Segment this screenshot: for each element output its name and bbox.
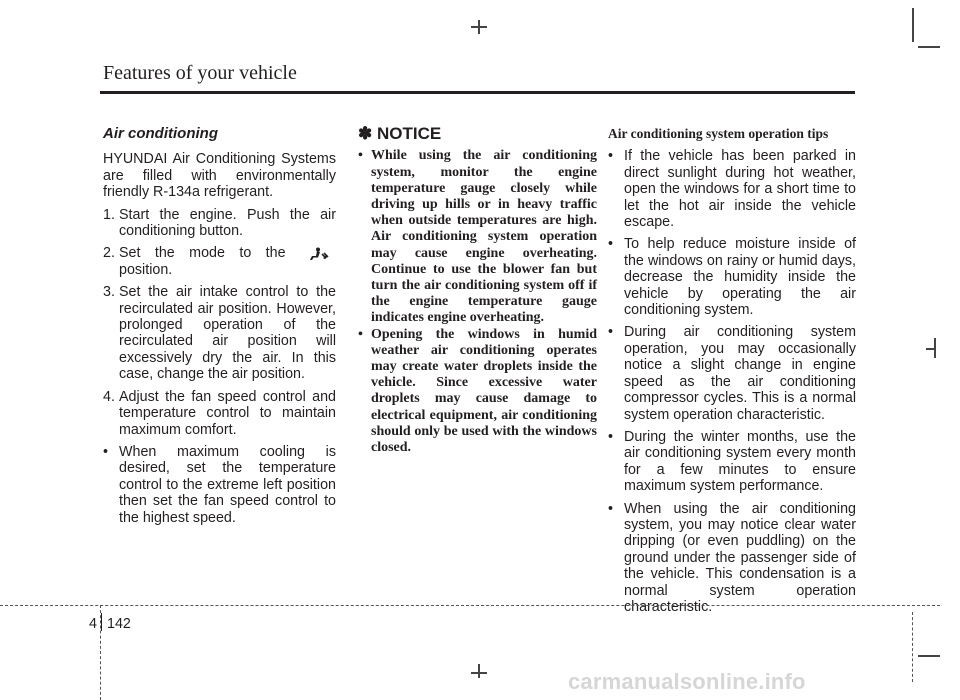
step-3 xyxy=(103,284,336,382)
watermark: carmanualsonline.info xyxy=(568,669,806,694)
step-text: Adjust the fan speed control and temperature control to maintain maximum comfort. xyxy=(119,388,336,438)
crop-mark-bottom-h xyxy=(471,672,487,674)
notice-text: Opening the windows in humid weather air conditioning operates may create water droplets inside the vehicle. Since excessive water droplets may cause damage to electrical equipment, air conditioning should only be used with the windows closed. xyxy=(371,326,597,456)
step-1 xyxy=(103,207,336,240)
tip-item xyxy=(608,236,856,318)
step-text: Set the air intake control to the recirculated air position. However, prolonged operation of the recirculated air position will excessively dry the air. In this case, change the air position. xyxy=(119,284,336,383)
step-text: When maximum cooling is desired, set the temperature control to the extreme left position then set the fan speed control to the highest speed. xyxy=(119,443,336,526)
tip-text: During air conditioning system operation, you may occasionally notice a slight change in engine speed as the air conditioning compressor cycles. This is a normal system operation characteristic. xyxy=(624,324,856,423)
step-bullet xyxy=(103,444,336,526)
footer-section-number: 4 xyxy=(89,616,97,632)
crop-mark-top-h xyxy=(471,26,487,28)
footer-divider xyxy=(101,613,102,631)
notice-title: ✽ NOTICE xyxy=(358,124,442,143)
notice-text: While using the air conditioning system, monitor the engine temperature gauge closely while driving up hills or in heavy traffic when outside temperatures are high. Air conditioning system operation may cause engine overheating. Continue to use the blower fan but turn the air conditioning system off if the engine temperature gauge indicates engine overheating. xyxy=(371,148,597,326)
bullet: • xyxy=(358,326,363,342)
step-text: Set the mode to the xyxy=(119,245,286,262)
bullet: • xyxy=(608,500,614,517)
notice-item xyxy=(358,148,597,326)
tip-item xyxy=(608,148,856,230)
bullet: • xyxy=(608,324,614,341)
bullet: • xyxy=(608,428,614,445)
floor-vent-mode-icon xyxy=(304,247,332,261)
tips-title: Air conditioning system operation tips xyxy=(608,126,829,141)
crop-mark-right-h xyxy=(926,348,936,350)
bullet: • xyxy=(103,443,109,460)
footer-dashed-rule xyxy=(0,605,940,606)
step-number: 2. xyxy=(103,245,115,262)
tip-item xyxy=(608,324,856,422)
tip-text: When using the air conditioning system, you may notice clear water dripping (or even puddling) on the ground under the passenger side of the vehicle. This condensation is a normal system operation characteristic. xyxy=(624,500,856,615)
notice-box xyxy=(358,126,597,456)
crop-mark-bottom xyxy=(478,664,480,678)
tip-text: During the winter months, use the air conditioning system every month for a few minutes to ensure maximum system performance. xyxy=(624,428,856,495)
page-header-title: Features of your vehicle xyxy=(103,62,297,84)
bullet: • xyxy=(358,148,363,164)
column-tips xyxy=(608,126,856,621)
tip-item xyxy=(608,501,856,616)
step-number: 4. xyxy=(103,388,115,405)
step-number: 1. xyxy=(103,206,115,223)
tip-item xyxy=(608,429,856,495)
column-air-conditioning xyxy=(103,126,336,532)
tip-text: If the vehicle has been parked in direct sunlight during hot weather, open the windows for a short time to let the hot air inside the vehicle escape. xyxy=(624,148,856,231)
step-text-after: position. xyxy=(119,261,173,278)
crop-mark-top-right-h xyxy=(918,46,940,48)
tip-text: To help reduce moisture inside of the windows on rainy or humid days, decrease the humidity inside the vehicle by operating the air conditioning system. xyxy=(624,236,856,319)
step-2 xyxy=(103,245,336,278)
bullet: • xyxy=(608,148,614,165)
bullet: • xyxy=(608,236,614,253)
crop-mark-bottom-right-h xyxy=(918,655,940,657)
step-4 xyxy=(103,389,336,438)
crop-mark-top-right xyxy=(912,8,914,42)
step-text: Start the engine. Push the air conditioning button. xyxy=(119,206,336,240)
intro-paragraph: HYUNDAI Air Conditioning Systems are filled with environmentally friendly R-134a refrigerant. xyxy=(103,151,336,201)
footer-page-number: 142 xyxy=(107,616,131,632)
footer-dashed-vertical-right xyxy=(912,612,913,682)
section-title: Air conditioning xyxy=(103,125,218,142)
header-rule xyxy=(100,91,855,94)
step-number: 3. xyxy=(103,284,115,301)
notice-item xyxy=(358,327,597,457)
